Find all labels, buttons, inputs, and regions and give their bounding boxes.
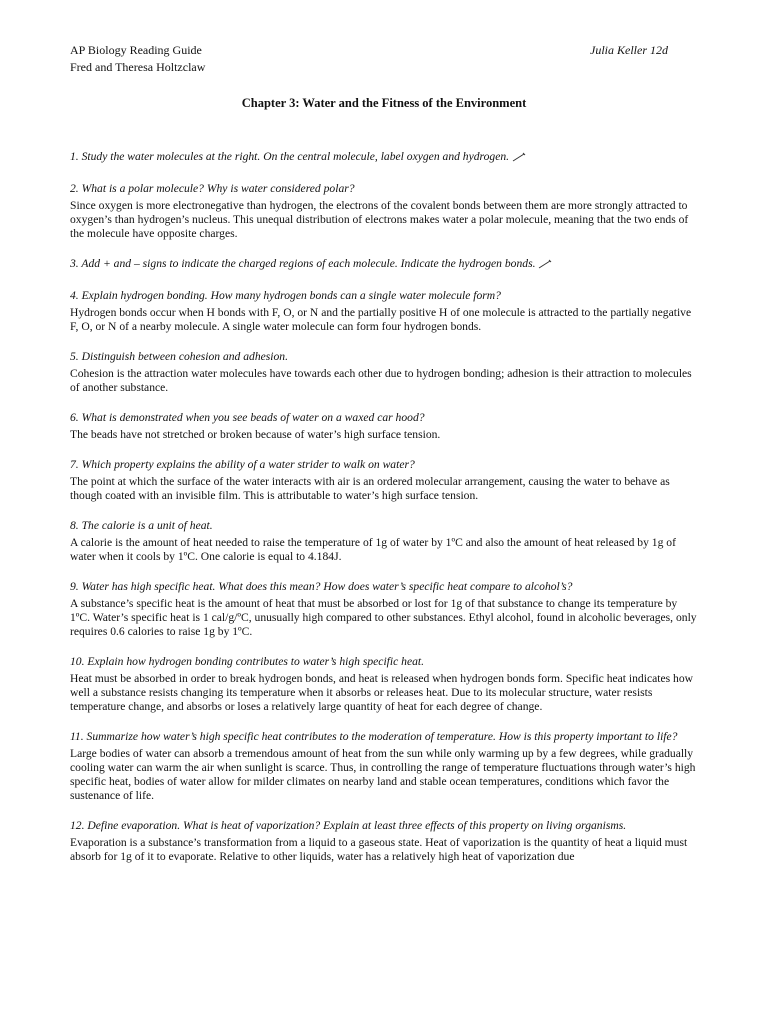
question-8: 8. The calorie is a unit of heat. (70, 519, 213, 532)
pencil-icon (512, 152, 526, 166)
question-item (70, 257, 698, 273)
question-text (70, 257, 698, 273)
question-2: 2. What is a polar molecule? Why is water considered polar? (70, 182, 355, 195)
chapter-title: Chapter 3: Water and the Fitness of the Environment (241, 96, 527, 110)
answer-7: The point at which the surface of the water interacts with air is an ordered molecular arrangement, causing the water to behave as though coated with an invisible film. This is attributable to water’s high surface tension. (70, 475, 670, 502)
question-5: 5. Distinguish between cohesion and adhesion. (70, 350, 289, 363)
answer-5: Cohesion is the attraction water molecules have towards each other due to hydrogen bonding; adhesion is their attraction to molecules of another substance. (70, 367, 692, 394)
pencil-icon (538, 259, 552, 273)
answer-8: A calorie is the amount of heat needed to raise the temperature of 1g of water by 1ºC and also the amount of heat released by 1g of water when it cools by 1ºC. One calorie is equal to 4.184J. (70, 536, 676, 563)
question-item (70, 519, 698, 564)
answer-12: Evaporation is a substance’s transformation from a liquid to a gaseous state. Heat of vaporization is the quantity of heat a liquid must absorb for 1g of it to evaporate. Relative to other liquids, water has a relatively high heat of vaporization due (70, 836, 688, 863)
question-text (70, 150, 698, 166)
answer-2: Since oxygen is more electronegative than hydrogen, the electrons of the covalent bonds between them are more strongly attracted to oxygen’s than hydrogen’s nucleus. This unequal distribution of electrons makes water a polar molecule, meaning that the two ends of the molecule have opposite charges. (70, 199, 689, 240)
question-item (70, 580, 698, 639)
question-item (70, 458, 698, 503)
question-3: 3. Add + and – signs to indicate the charged regions of each molecule. Indicate the hydrogen bonds. (70, 257, 536, 270)
question-item (70, 150, 698, 166)
question-item (70, 819, 698, 864)
student-name: Julia Keller 12d (590, 43, 668, 57)
answer-9: A substance’s specific heat is the amount of heat that must be absorbed or lost for 1g of that substance to change its temperature by 1ºC. Water’s specific heat is 1 cal/g/ºC, unusually high compared to other substances. Ethyl alcohol, found in alcoholic beverages, only requires 0.6 calories to raise 1g by 1ºC. (70, 597, 697, 638)
question-10: 10. Explain how hydrogen bonding contributes to water’s high specific heat. (70, 655, 425, 668)
questions (70, 150, 698, 880)
question-item (70, 350, 698, 395)
question-item (70, 730, 698, 803)
question-9: 9. Water has high specific heat. What does this mean? How does water’s specific heat compare to alcohol’s? (70, 580, 573, 593)
answer-11: Large bodies of water can absorb a tremendous amount of heat from the sun while only warming up by a few degrees, while gradually cooling water can warm the air when sunlight is scarce. Thus, in controlling the range of temperature fluctuations through water’s high specific heat, bodies of water allow for milder climates on nearby land and stable ocean temperatures, conditions which favor the sustenance of life. (70, 747, 696, 802)
question-item (70, 411, 698, 442)
header-left (70, 42, 205, 76)
question-7: 7. Which property explains the ability of a water strider to walk on water? (70, 458, 415, 471)
question-item (70, 289, 698, 334)
question-4: 4. Explain hydrogen bonding. How many hydrogen bonds can a single water molecule form? (70, 289, 501, 302)
question-6: 6. What is demonstrated when you see beads of water on a waxed car hood? (70, 411, 425, 424)
question-12: 12. Define evaporation. What is heat of vaporization? Explain at least three effects of this property on living organisms. (70, 819, 627, 832)
question-11: 11. Summarize how water’s high specific heat contributes to the moderation of temperature. How is this property important to life? (70, 730, 678, 743)
question-item (70, 655, 698, 714)
answer-6: The beads have not stretched or broken because of water’s high surface tension. (70, 428, 441, 441)
question-1: 1. Study the water molecules at the right. On the central molecule, label oxygen and hydrogen. (70, 150, 510, 163)
answer-4: Hydrogen bonds occur when H bonds with F, O, or N and the partially positive H of one molecule is attracted to the partially negative F, O, or N of a nearby molecule. A single water molecule can form four hydrogen bonds. (70, 306, 692, 333)
course-title: AP Biology Reading Guide (70, 43, 202, 57)
authors: Fred and Theresa Holtzclaw (70, 60, 206, 74)
answer-10: Heat must be absorbed in order to break hydrogen bonds, and heat is released when hydrogen bonds form. Specific heat indicates how well a substance resists changing its temperature when it absorbs or releases heat. Due to its molecular structure, water resists temperature change, and absorbs or loses a relatively large quantity of heat for each degree of change. (70, 672, 693, 713)
question-item (70, 182, 698, 241)
